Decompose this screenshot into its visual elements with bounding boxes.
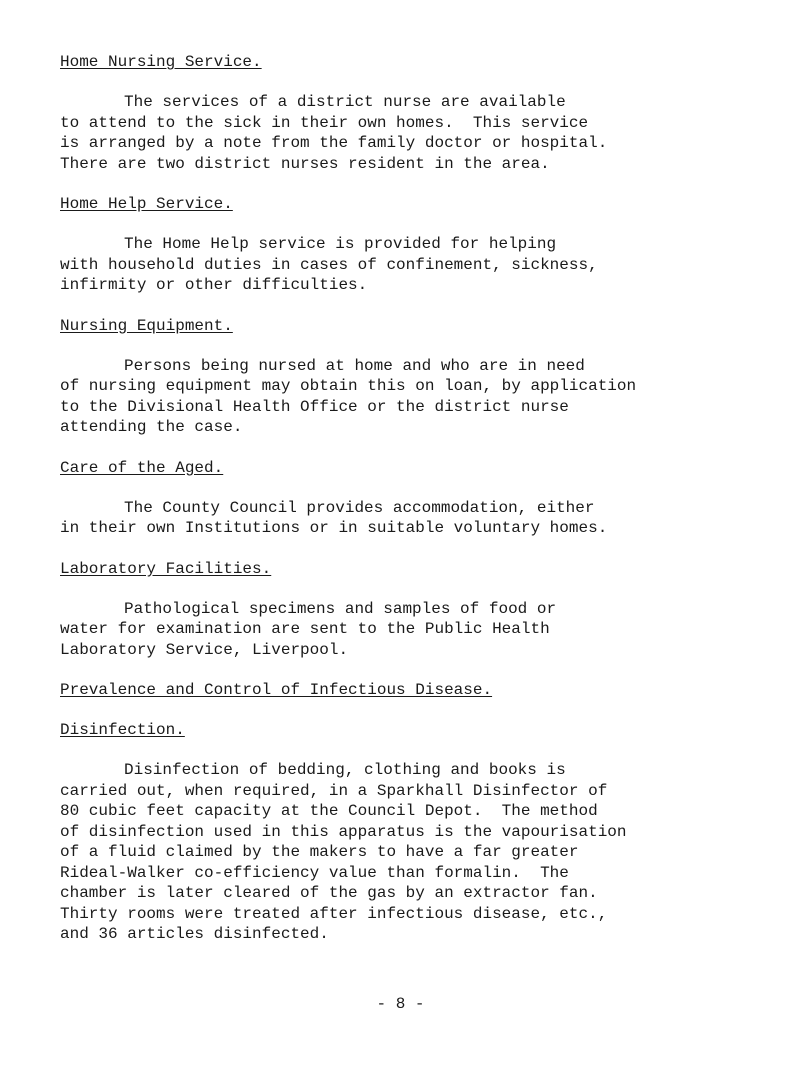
section-home-help <box>60 194 785 296</box>
section-body <box>60 356 785 438</box>
body-line: carried out, when required, in a Sparkhall Disinfector of <box>60 781 608 800</box>
page-number: - 8 - <box>376 995 425 1013</box>
section-heading: Laboratory Facilities. <box>60 559 272 578</box>
body-line: with household duties in cases of confinement, sickness, <box>60 255 598 274</box>
section-body <box>60 599 785 661</box>
section-heading: Care of the Aged. <box>60 458 224 477</box>
body-line: attending the case. <box>60 418 243 436</box>
body-line: of a fluid claimed by the makers to have a far greater <box>60 843 579 861</box>
section-home-nursing <box>60 52 785 174</box>
section-heading: Home Nursing Service. <box>60 53 262 71</box>
body-line: to the Divisional Health Office or the district nurse <box>60 397 569 416</box>
body-line: of disinfection used in this apparatus is the vapourisation <box>60 822 627 841</box>
section-heading: Prevalence and Control of Infectious Disease. <box>60 681 493 699</box>
section-heading: Nursing Equipment. <box>60 316 233 335</box>
body-line: 80 cubic feet capacity at the Council Depot. The method <box>60 802 598 820</box>
body-line: chamber is later cleared of the gas by an extractor fan. <box>60 884 598 902</box>
body-line: of nursing equipment may obtain this on loan, by application <box>60 377 637 395</box>
section-infectious-disease <box>60 680 785 700</box>
body-line: Rideal-Walker co-efficiency value than formalin. The <box>60 863 569 882</box>
body-line: infirmity or other difficulties. <box>60 276 368 294</box>
body-line: Disinfection of bedding, clothing and books is <box>124 761 566 779</box>
body-line: water for examination are sent to the Public Health <box>60 620 550 638</box>
section-care-of-aged <box>60 458 785 539</box>
body-line: The County Council provides accommodation, either <box>124 498 595 517</box>
body-line: in their own Institutions or in suitable voluntary homes. <box>60 519 608 537</box>
section-heading: Disinfection. <box>60 721 185 739</box>
body-line: Pathological specimens and samples of food or <box>124 599 557 618</box>
body-line: Persons being nursed at home and who are in need <box>124 356 585 375</box>
body-line: The Home Help service is provided for helping <box>124 235 557 253</box>
section-heading: Home Help Service. <box>60 195 233 213</box>
document-page <box>60 52 785 945</box>
section-body <box>60 234 785 296</box>
body-line: Laboratory Service, Liverpool. <box>60 640 349 659</box>
section-body <box>60 498 785 539</box>
section-body <box>60 92 785 174</box>
section-laboratory-facilities <box>60 559 785 661</box>
body-line: to attend to the sick in their own homes. This service <box>60 113 589 132</box>
body-line: and 36 articles disinfected. <box>60 925 329 943</box>
body-line: Thirty rooms were treated after infectious disease, etc., <box>60 904 608 923</box>
body-line: There are two district nurses resident in the area. <box>60 154 550 173</box>
section-disinfection <box>60 720 785 945</box>
body-line: The services of a district nurse are available <box>124 93 566 111</box>
section-body <box>60 760 785 945</box>
body-line: is arranged by a note from the family doctor or hospital. <box>60 134 608 152</box>
section-nursing-equipment <box>60 316 785 438</box>
